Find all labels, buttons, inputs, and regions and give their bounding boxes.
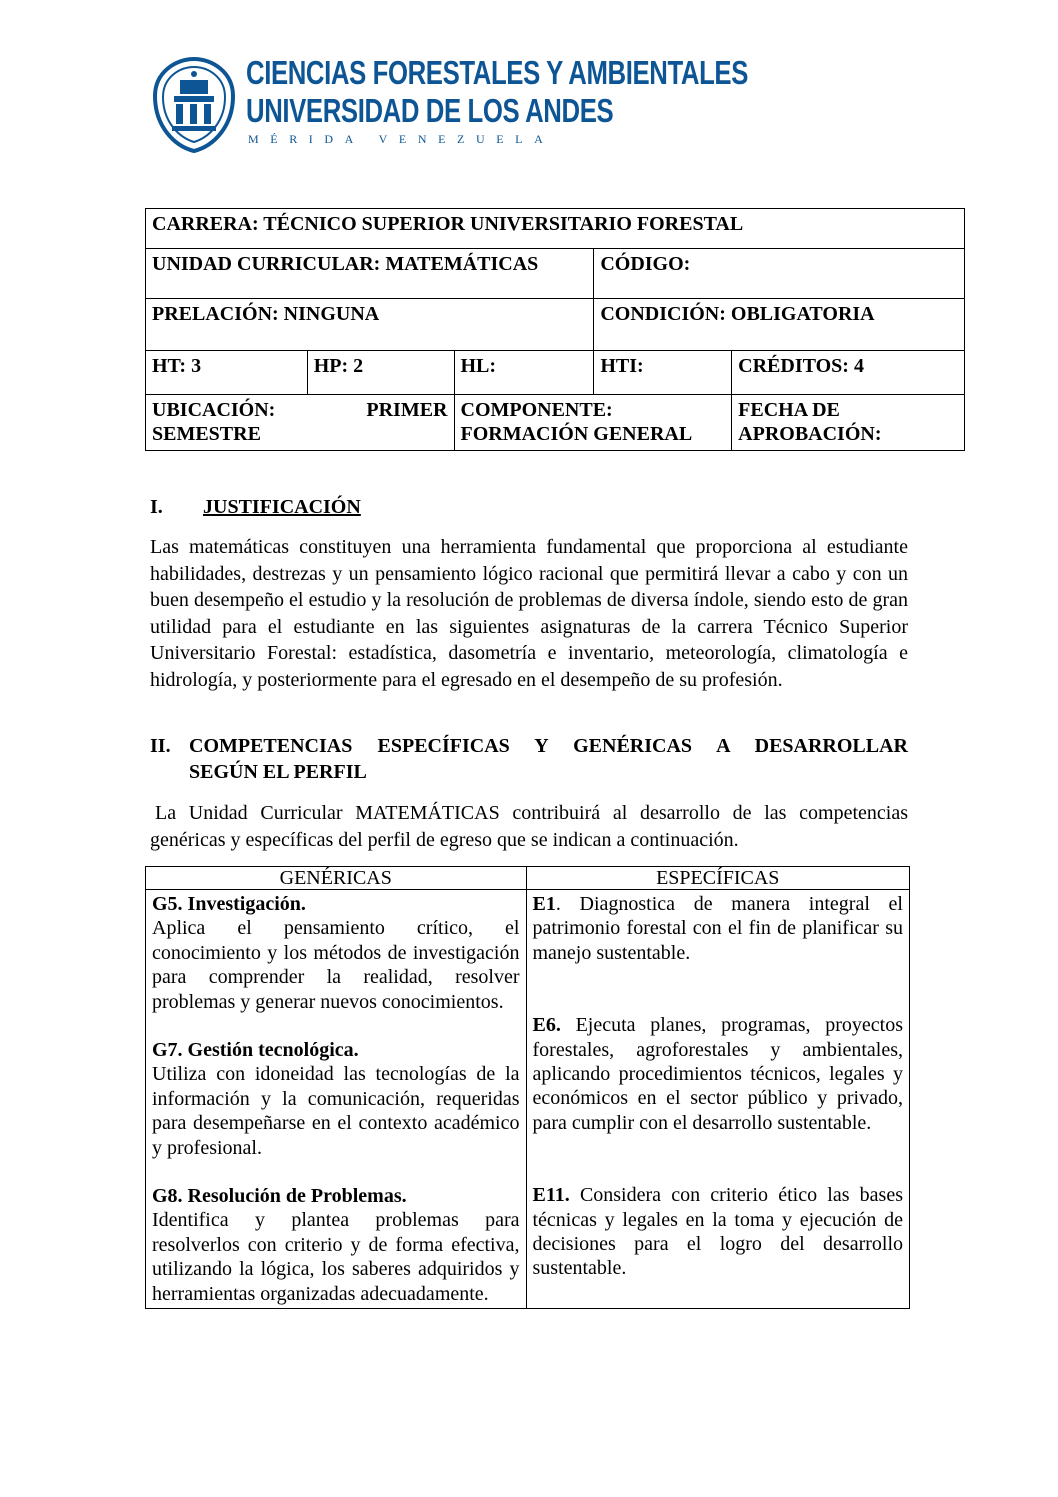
hp-cell: HP: 2 (307, 351, 454, 395)
section2-paragraph: La Unidad Curricular MATEMÁTICAS contribuirá al desarrollo de las competencias genéricas y específicas del perfil de egreso que se indican a continuación. (150, 802, 908, 851)
competencias-table (145, 866, 910, 1309)
logo-line-university: UNIVERSIDAD DE LOS ANDES (246, 92, 614, 129)
fecha-aprobacion-cell (732, 395, 965, 451)
section1-paragraph: Las matemáticas constituyen una herramienta fundamental que proporciona al estudiante habilidades, destrezas y un pensamiento lógico racional que permitirá llevar a cabo y con un buen desempeño el estudio y la resolución de problemas de diversa índole, siendo esto de gran utilidad para el estudiante en las siguientes asignaturas de la carrera Técnico Superior Universitario Forestal: estadística, dasometría e inventario, meteorología, climatología e hidrología, y posteriormente para el egresado en el desempeño de su profesión. (150, 536, 908, 691)
competency-code: E6. (532, 1014, 561, 1037)
prelacion-cell: PRELACIÓN: NINGUNA (146, 299, 594, 351)
hl-cell: HL: (454, 351, 594, 395)
course-info-table (145, 208, 965, 451)
competency-code: G8. Resolución de Problemas. (152, 1185, 407, 1208)
creditos-cell: CRÉDITOS: 4 (732, 351, 965, 395)
carrera-cell: CARRERA: TÉCNICO SUPERIOR UNIVERSITARIO FORESTAL (146, 209, 965, 249)
competency-code: G5. Investigación. (152, 893, 306, 915)
logo-line-faculty: CIENCIAS FORESTALES Y AMBIENTALES (246, 54, 748, 91)
university-seal-icon (150, 56, 238, 154)
specific-competency-e11 (533, 1183, 904, 1281)
section2-title-line2: SEGÚN EL PERFIL (189, 761, 367, 783)
generic-competency-g5 (152, 892, 520, 1014)
generic-competency-g7 (152, 1038, 520, 1160)
ht-cell: HT: 3 (146, 351, 308, 395)
competency-text: . Diagnostica de manera integral el patrimonio forestal con el fin de planificar su manejo sustentable. (532, 893, 903, 964)
section2-number: II. (150, 735, 171, 757)
fecha-line2: APROBACIÓN: (738, 423, 882, 445)
specific-competency-e1 (533, 892, 904, 965)
generic-competency-g8 (152, 1184, 520, 1306)
condicion-cell: CONDICIÓN: OBLIGATORIA (594, 299, 965, 351)
competency-text: Aplica el pensamiento crítico, el conocimiento y los métodos de investigación para comprender la realidad, resolver problemas y generar nuevos conocimientos. (152, 917, 520, 1013)
componente-line1: COMPONENTE: (460, 399, 613, 421)
ubicacion-line2: SEMESTRE (152, 423, 261, 445)
specific-competency-e6 (533, 1013, 904, 1135)
genericas-header: GENÉRICAS (146, 867, 527, 890)
codigo-cell: CÓDIGO: (594, 249, 965, 299)
componente-line2: FORMACIÓN GENERAL (460, 423, 693, 445)
section1-number: I. (150, 496, 163, 518)
ubicacion-cell (146, 395, 455, 451)
fecha-line1: FECHA DE (738, 399, 840, 421)
competency-code: G7. Gestión tecnológica. (152, 1039, 359, 1062)
competency-code: E11. (532, 1184, 570, 1207)
especificas-header: ESPECÍFICAS (526, 867, 910, 890)
competency-text: Identifica y plantea problemas para resolverlos con criterio y de forma efectiva, utilizando la lógica, los saberes adquiridos y herramientas organizadas adecuadamente. (152, 1209, 520, 1305)
componente-cell (454, 395, 732, 451)
section2-title-line1: COMPETENCIAS ESPECÍFICAS Y GENÉRICAS A DESARROLLAR (189, 735, 908, 757)
section1-title: JUSTIFICACIÓN (203, 496, 361, 518)
hti-cell: HTI: (594, 351, 732, 395)
competency-text: Considera con criterio ético las bases técnicas y legales en la toma y ejecución de decisiones para el logro del desarrollo sustentable. (532, 1184, 903, 1280)
logo-line-location: MÉRIDA VENEZUELA (248, 132, 555, 146)
genericas-cell (146, 890, 527, 1309)
university-logo (150, 52, 748, 160)
competency-text: Ejecuta planes, programas, proyectos forestales, agroforestales y ambientales, aplicando procedimientos técnicos, legales y económicos en el sector público y privado, para cumplir con el desarrollo sustentable. (532, 1014, 903, 1134)
competency-code: E1 (532, 893, 556, 915)
ubicacion-line1: UBICACIÓN: PRIMER (152, 399, 448, 421)
especificas-cell (526, 890, 910, 1309)
unidad-curricular-cell: UNIDAD CURRICULAR: MATEMÁTICAS (146, 249, 594, 299)
competency-text: Utiliza con idoneidad las tecnologías de la información y la comunicación, requeridas para desempeñarse en el contexto académico y profesional. (152, 1063, 520, 1159)
